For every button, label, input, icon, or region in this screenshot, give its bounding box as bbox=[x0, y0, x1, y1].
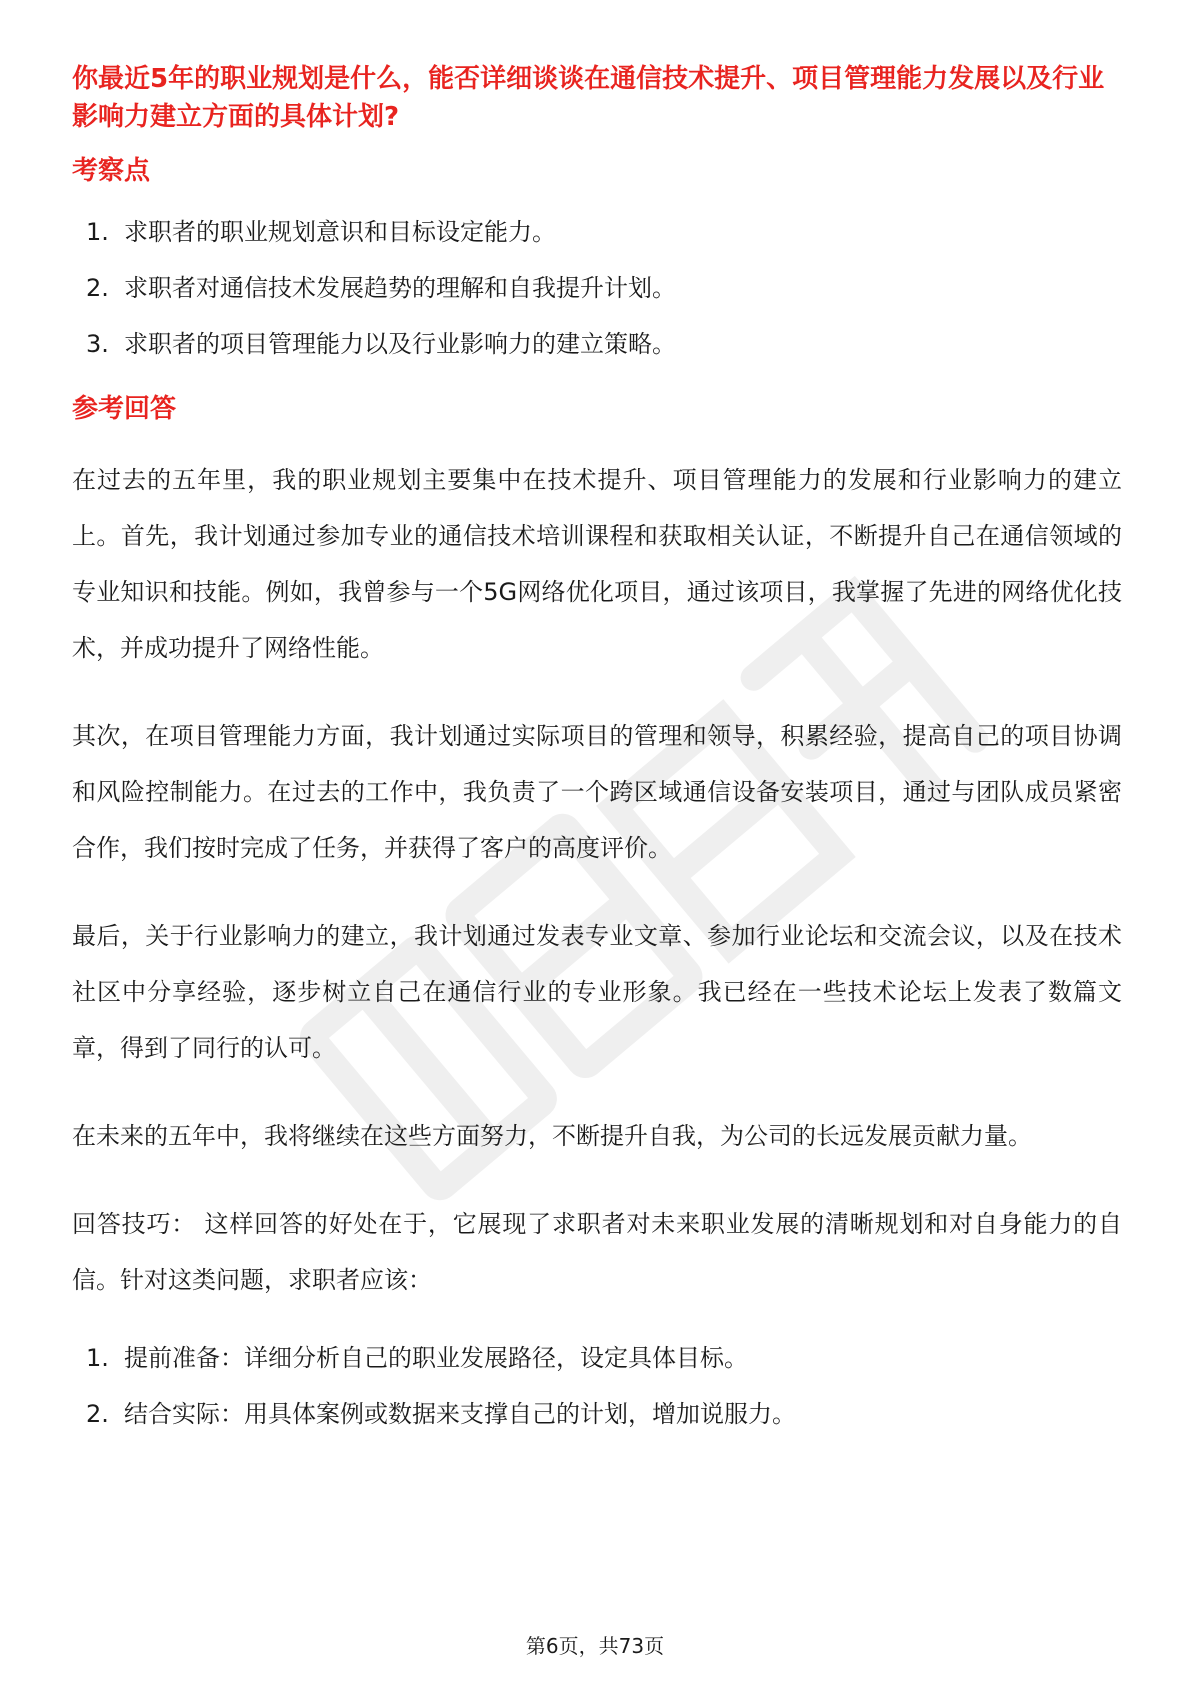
list-item: 2. 求职者对通信技术发展趋势的理解和自我提升计划。 bbox=[86, 274, 676, 302]
list-item: 2. 结合实际：用具体案例或数据来支撑自己的计划，增加说服力。 bbox=[86, 1400, 796, 1428]
answer-paragraph: 在过去的五年里，我的职业规划主要集中在技术提升、项目管理能力的发展和行业影响力的建立上。首先，我计划通过参加专业的通信技术培训课程和获取相关认证，不断提升自己在通信领域的专业知识和技能。例如，我曾参与一个5G网络优化项目，通过该项目，我掌握了先进的网络优化技术，并成功提升了网络性能。 bbox=[72, 466, 1122, 662]
answer-paragraph: 其次，在项目管理能力方面，我计划通过实际项目的管理和领导，积累经验，提高自己的项目协调和风险控制能力。在过去的工作中，我负责了一个跨区域通信设备安装项目，通过与团队成员紧密合作，我们按时完成了任务，并获得了客户的高度评价。 bbox=[72, 722, 1122, 862]
section-heading-reference-answer: 参考回答 bbox=[72, 394, 177, 424]
tips-list bbox=[72, 1340, 1122, 1432]
list-item: 1. 提前准备：详细分析自己的职业发展路径，设定具体目标。 bbox=[86, 1344, 748, 1372]
list-item: 3. 求职者的项目管理能力以及行业影响力的建立策略。 bbox=[86, 330, 676, 358]
answer-paragraph: 最后，关于行业影响力的建立，我计划通过发表专业文章、参加行业论坛和交流会议，以及在技术社区中分享经验，逐步树立自己在通信行业的专业形象。我已经在一些技术论坛上发表了数篇文章，得到了同行的认可。 bbox=[72, 922, 1122, 1062]
section-heading-assessment: 考察点 bbox=[72, 156, 151, 186]
answer-tips-paragraph: 回答技巧： 这样回答的好处在于，它展现了求职者对未来职业发展的清晰规划和对自身能力的自信。针对这类问题，求职者应该： bbox=[72, 1210, 1122, 1294]
assessment-points-list bbox=[72, 214, 1122, 362]
list-item: 1. 求职者的职业规划意识和目标设定能力。 bbox=[86, 218, 556, 246]
question-title: 你最近5年的职业规划是什么，能否详细谈谈在通信技术提升、项目管理能力发展以及行业影响力建立方面的具体计划? bbox=[72, 64, 1105, 132]
page-content bbox=[72, 60, 1122, 1462]
answer-paragraph: 在未来的五年中，我将继续在这些方面努力，不断提升自我，为公司的长远发展贡献力量。 bbox=[72, 1122, 1032, 1150]
page-footer: 第6页，共73页 bbox=[525, 1634, 665, 1658]
